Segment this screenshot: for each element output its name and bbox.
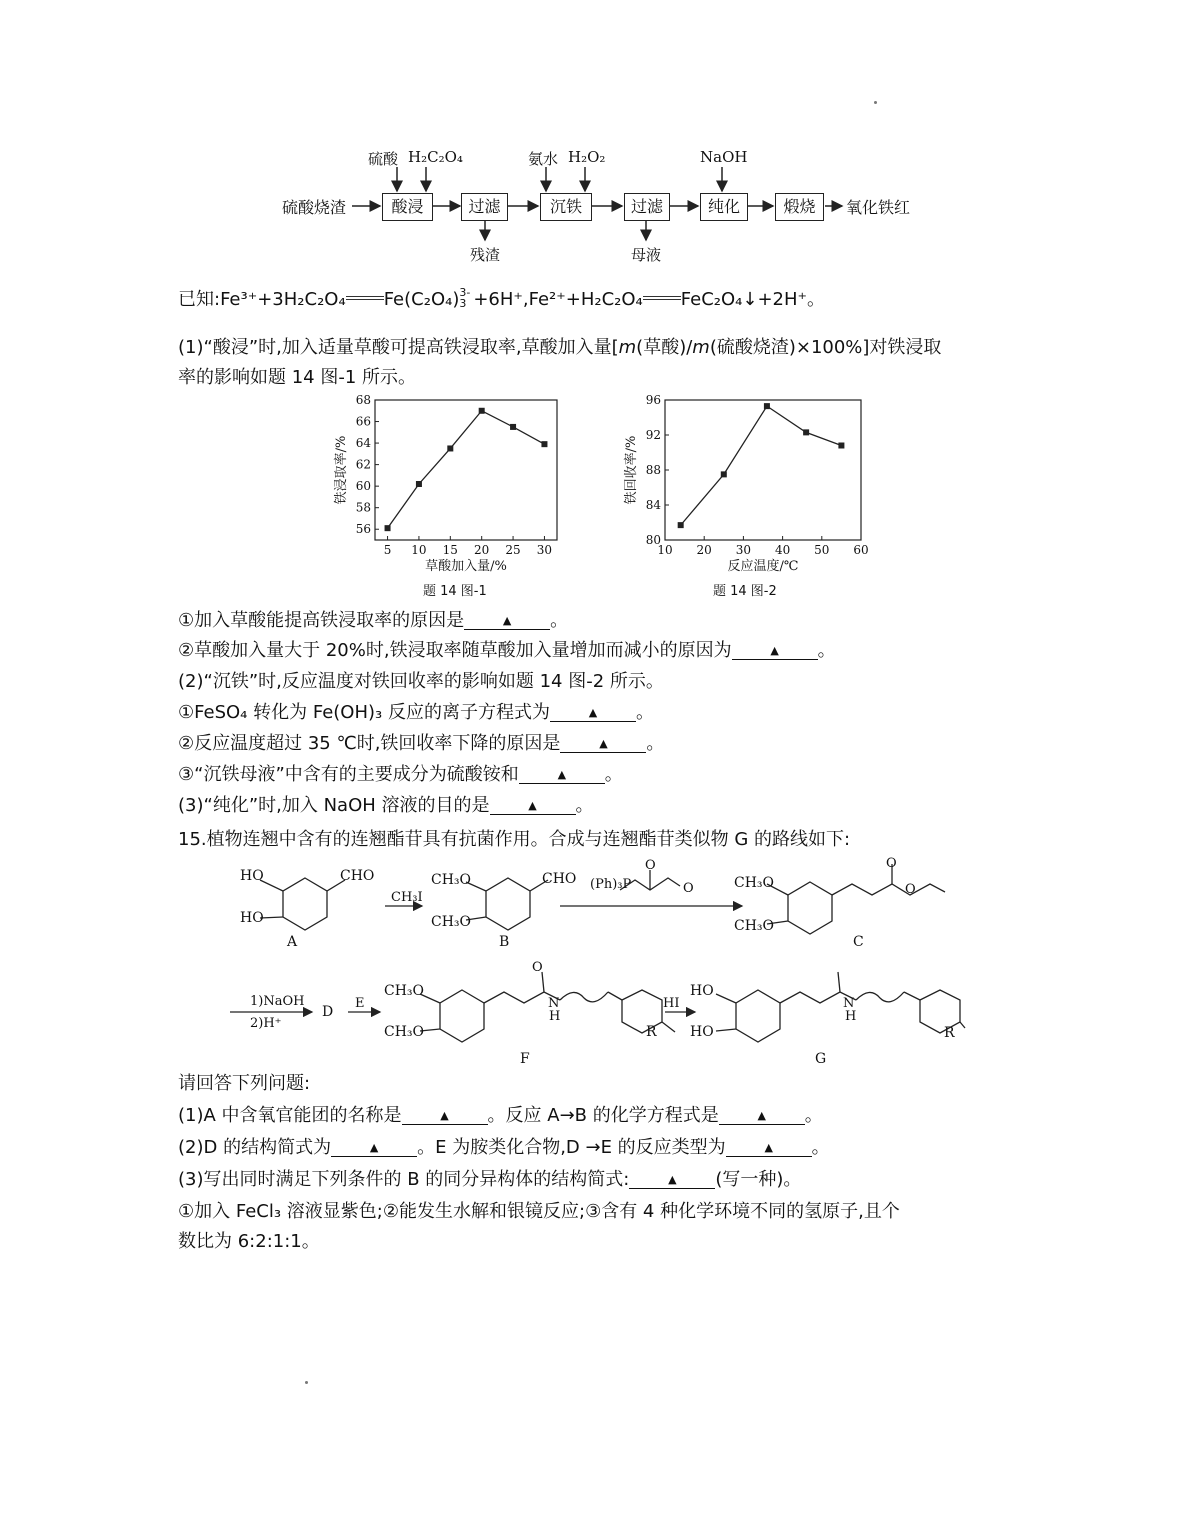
x-tick-label: 20 [696, 543, 712, 557]
data-point [385, 525, 391, 531]
y-tick-label: 56 [355, 522, 371, 537]
y-tick-label: 84 [645, 498, 661, 512]
answer-blank[interactable]: ▲ [560, 736, 646, 753]
answer-blank[interactable]: ▲ [464, 613, 550, 630]
x-tick-label: 5 [383, 543, 392, 557]
data-point [416, 481, 422, 487]
label-o-5: O [532, 960, 543, 975]
label-n-g: N [843, 996, 855, 1011]
ring-b [486, 878, 530, 930]
answer-blank[interactable]: ▲ [402, 1108, 488, 1125]
label-ho-4: HO [690, 1024, 714, 1040]
equals-sign [643, 296, 681, 300]
answer-blank[interactable]: ▲ [732, 643, 818, 660]
reagent-acid-step: 2)H⁺ [250, 1016, 282, 1031]
answer-blank[interactable]: ▲ [550, 705, 636, 722]
answer-blank[interactable]: ▲ [331, 1140, 417, 1157]
equals-sign [346, 296, 384, 300]
chart-recovery-rate [623, 393, 869, 574]
flow-box-filter-2: 过滤 [624, 193, 670, 221]
reagent-h2o2: H₂O₂ [568, 148, 606, 166]
label-meo-2: CH₃O [431, 914, 472, 930]
reagent-sulfuric-acid: 硫酸 [368, 150, 399, 168]
q15-a1-text: (1)A 中含氧官能团的名称是 [178, 1105, 402, 1126]
label-o-1: O [645, 858, 656, 873]
q14-part1-line1 [178, 334, 941, 362]
eq1-rhs: Fe(C₂O₄) [383, 289, 460, 310]
q15-a2b-text: 。E 为胺类化合物,D →E 的反应类型为 [417, 1137, 726, 1158]
ring-g-left [736, 990, 780, 1042]
q14-p1-a: (1)“酸浸”时,加入适量草酸可提高铁浸取率,草酸加入量[ [178, 337, 619, 358]
x-tick-label: 50 [814, 543, 830, 557]
flow-end: 氧化铁红 [846, 198, 911, 217]
x-tick-label: 15 [442, 543, 458, 557]
ring-f-left [440, 990, 484, 1042]
period: 。 [604, 764, 623, 785]
output-mother-liquor: 母液 [631, 246, 662, 264]
label-f: F [520, 1051, 530, 1067]
data-point [479, 408, 485, 414]
y-tick-label: 68 [355, 393, 371, 407]
q14-s5-text: ③“沉铁母液”中含有的主要成分为硫酸铵和 [178, 764, 519, 785]
x-tick-label: 10 [411, 543, 427, 557]
eq1-sub: 3 [459, 297, 467, 310]
eq1-tail: +6H⁺,Fe²⁺+H₂C₂O₄ [473, 289, 643, 310]
reagent-e: E [355, 996, 365, 1011]
label-r-f: R [646, 1024, 657, 1040]
q14-s2-text: ②草酸加入量大于 20%时,铁浸取率随草酸加入量增加而减小的原因为 [178, 640, 732, 661]
reagent-naoh: NaOH [700, 148, 748, 166]
period: 。 [804, 1105, 823, 1126]
mass-symbol: m [692, 337, 710, 358]
known-prefix: 已知:Fe³⁺+3H₂C₂O₄ [178, 289, 346, 310]
series-line [388, 411, 545, 528]
q15-a2-text: (2)D 的结构简式为 [178, 1137, 332, 1158]
reagent-oxalic-acid: H₂C₂O₄ [408, 148, 463, 166]
eq2-rhs: FeC₂O₄↓+2H⁺。 [680, 289, 826, 310]
y-tick-label: 88 [645, 463, 661, 477]
y-tick-label: 66 [355, 414, 371, 429]
y-tick-label: 92 [645, 428, 661, 442]
x-tick-label: 40 [774, 543, 791, 557]
flow-box-acid-leach: 酸浸 [382, 193, 433, 221]
q14-part1-line2: 率的影响如题 14 图-1 所示。 [178, 367, 417, 388]
mass-symbol: m [618, 337, 637, 358]
label-ho-2: HO [240, 910, 264, 926]
reagent-hi: HI [663, 996, 680, 1011]
flow-box-purify: 纯化 [700, 193, 748, 221]
y-tick-label: 58 [355, 500, 371, 515]
q15-cond1: ①加入 FeCl₃ 溶液显紫色;②能发生水解和银镜反应;③含有 4 种化学环境不同的氢原子,且个 [178, 1201, 900, 1222]
q15-a3 [178, 1166, 801, 1194]
y-axis-label: 铁浸取率/% [334, 435, 349, 505]
answer-blank[interactable]: ▲ [629, 1172, 715, 1189]
data-point [541, 441, 547, 447]
q14-p3-text: (3)“纯化”时,加入 NaOH 溶液的目的是 [178, 795, 490, 816]
q14-s5 [178, 761, 623, 789]
flow-box-filter-1: 过滤 [461, 193, 508, 221]
q15-cond2: 数比为 6:2:1:1。 [178, 1231, 320, 1252]
label-o-3: O [886, 856, 897, 871]
x-tick-label: 20 [474, 543, 490, 557]
reagent-ammonia: 氨水 [528, 150, 559, 168]
label-d: D [322, 1004, 334, 1020]
label-n-f: N [548, 996, 560, 1011]
answer-blank[interactable]: ▲ [490, 798, 576, 815]
label-r-g: R [944, 1025, 955, 1041]
scan-dot [305, 1381, 308, 1384]
known-equations [178, 286, 825, 314]
q15-a1 [178, 1102, 823, 1130]
label-c: C [853, 934, 864, 950]
q15-prompt: 请回答下列问题: [178, 1073, 311, 1094]
label-b: B [499, 934, 510, 950]
label-a: A [287, 934, 298, 950]
data-point [510, 424, 516, 430]
reagent-ph3p: (Ph)₃P [590, 877, 632, 892]
charts-area [325, 390, 905, 575]
y-tick-label: 80 [645, 533, 661, 547]
y-axis-label: 铁回收率/% [624, 435, 639, 505]
q14-s1 [178, 607, 568, 635]
answer-blank[interactable]: ▲ [719, 1108, 805, 1125]
label-ho-3: HO [690, 983, 714, 999]
x-tick-label: 25 [505, 543, 521, 557]
x-tick-label: 10 [657, 543, 673, 557]
q15-intro: 15.植物连翘中含有的连翘酯苷具有抗菌作用。合成与连翘酯苷类似物 G 的路线如下: [178, 829, 851, 850]
label-meo-6: CH₃O [384, 1024, 425, 1040]
label-meo-4: CH₃O [734, 918, 775, 934]
label-meo-5: CH₃O [384, 983, 425, 999]
label-cho-2: CHO [542, 871, 577, 887]
x-tick-label: 60 [853, 543, 869, 557]
data-point [764, 403, 770, 409]
q15-a3b-text: (写一种)。 [715, 1169, 802, 1190]
data-point [721, 471, 727, 477]
y-tick-label: 60 [355, 479, 371, 494]
q14-p3 [178, 792, 594, 820]
series-line [681, 406, 842, 525]
period: 。 [550, 610, 569, 631]
q14-s3-text: ①FeSO₄ 转化为 Fe(OH)₃ 反应的离子方程式为 [178, 702, 550, 723]
period: 。 [817, 640, 836, 661]
ring-a [283, 878, 327, 930]
label-g: G [815, 1051, 827, 1067]
q14-p1-c: (硫酸烧渣)×100%]对铁浸取 [709, 337, 942, 358]
q15-a2 [178, 1134, 830, 1162]
q14-s4 [178, 730, 664, 758]
label-meo-1: CH₃O [431, 872, 472, 888]
data-point [447, 445, 453, 451]
q14-s1-text: ①加入草酸能提高铁浸取率的原因是 [178, 610, 465, 631]
label-ho-1: HO [240, 868, 264, 884]
flow-box-calcine: 煅烧 [775, 193, 824, 221]
label-cho-1: CHO [340, 868, 375, 884]
data-point [838, 443, 844, 449]
chart2-caption: 题 14 图-2 [713, 584, 777, 599]
flow-box-iron-precip: 沉铁 [540, 193, 592, 221]
period: 。 [635, 702, 654, 723]
label-h-g: H [845, 1009, 857, 1024]
y-tick-label: 96 [645, 393, 661, 407]
q14-s2 [178, 637, 836, 665]
q15-a3-text: (3)写出同时满足下列条件的 B 的同分异构体的结构简式: [178, 1169, 630, 1190]
label-meo-3: CH₃O [734, 875, 775, 891]
scan-dot [874, 101, 877, 104]
data-point [803, 429, 809, 435]
reagent-ch3i: CH₃I [391, 890, 423, 905]
chart-leach-rate [333, 393, 557, 574]
answer-blank[interactable]: ▲ [726, 1140, 812, 1157]
x-tick-label: 30 [735, 543, 752, 557]
y-tick-label: 64 [355, 436, 371, 451]
flow-start: 硫酸烧渣 [282, 198, 347, 217]
reagent-naoh-step: 1)NaOH [250, 994, 305, 1009]
q14-s3 [178, 699, 654, 727]
period: 。 [646, 733, 665, 754]
x-tick-label: 30 [536, 543, 553, 557]
eq1-sup: 3- [459, 286, 471, 299]
chart1-caption: 题 14 图-1 [423, 584, 487, 599]
output-residue: 残渣 [470, 246, 501, 264]
q15-a1b-text: 。反应 A→B 的化学方程式是 [487, 1105, 719, 1126]
q14-p2: (2)“沉铁”时,反应温度对铁回收率的影响如题 14 图-2 所示。 [178, 671, 664, 692]
label-o-2: O [683, 881, 694, 896]
label-h-f: H [549, 1009, 561, 1024]
answer-blank[interactable]: ▲ [519, 767, 605, 784]
ring-c [788, 882, 832, 934]
plot-frame [665, 400, 861, 540]
data-point [678, 522, 684, 528]
q14-p1-b: (草酸)/ [636, 337, 693, 358]
period: 。 [811, 1137, 830, 1158]
y-tick-label: 62 [355, 457, 371, 472]
period: 。 [575, 795, 594, 816]
x-axis-label: 反应温度/℃ [727, 559, 799, 574]
q14-s4-text: ②反应温度超过 35 ℃时,铁回收率下降的原因是 [178, 733, 561, 754]
plot-frame [375, 400, 557, 540]
x-axis-label: 草酸加入量/% [425, 559, 507, 574]
label-o-4: O [905, 882, 916, 897]
